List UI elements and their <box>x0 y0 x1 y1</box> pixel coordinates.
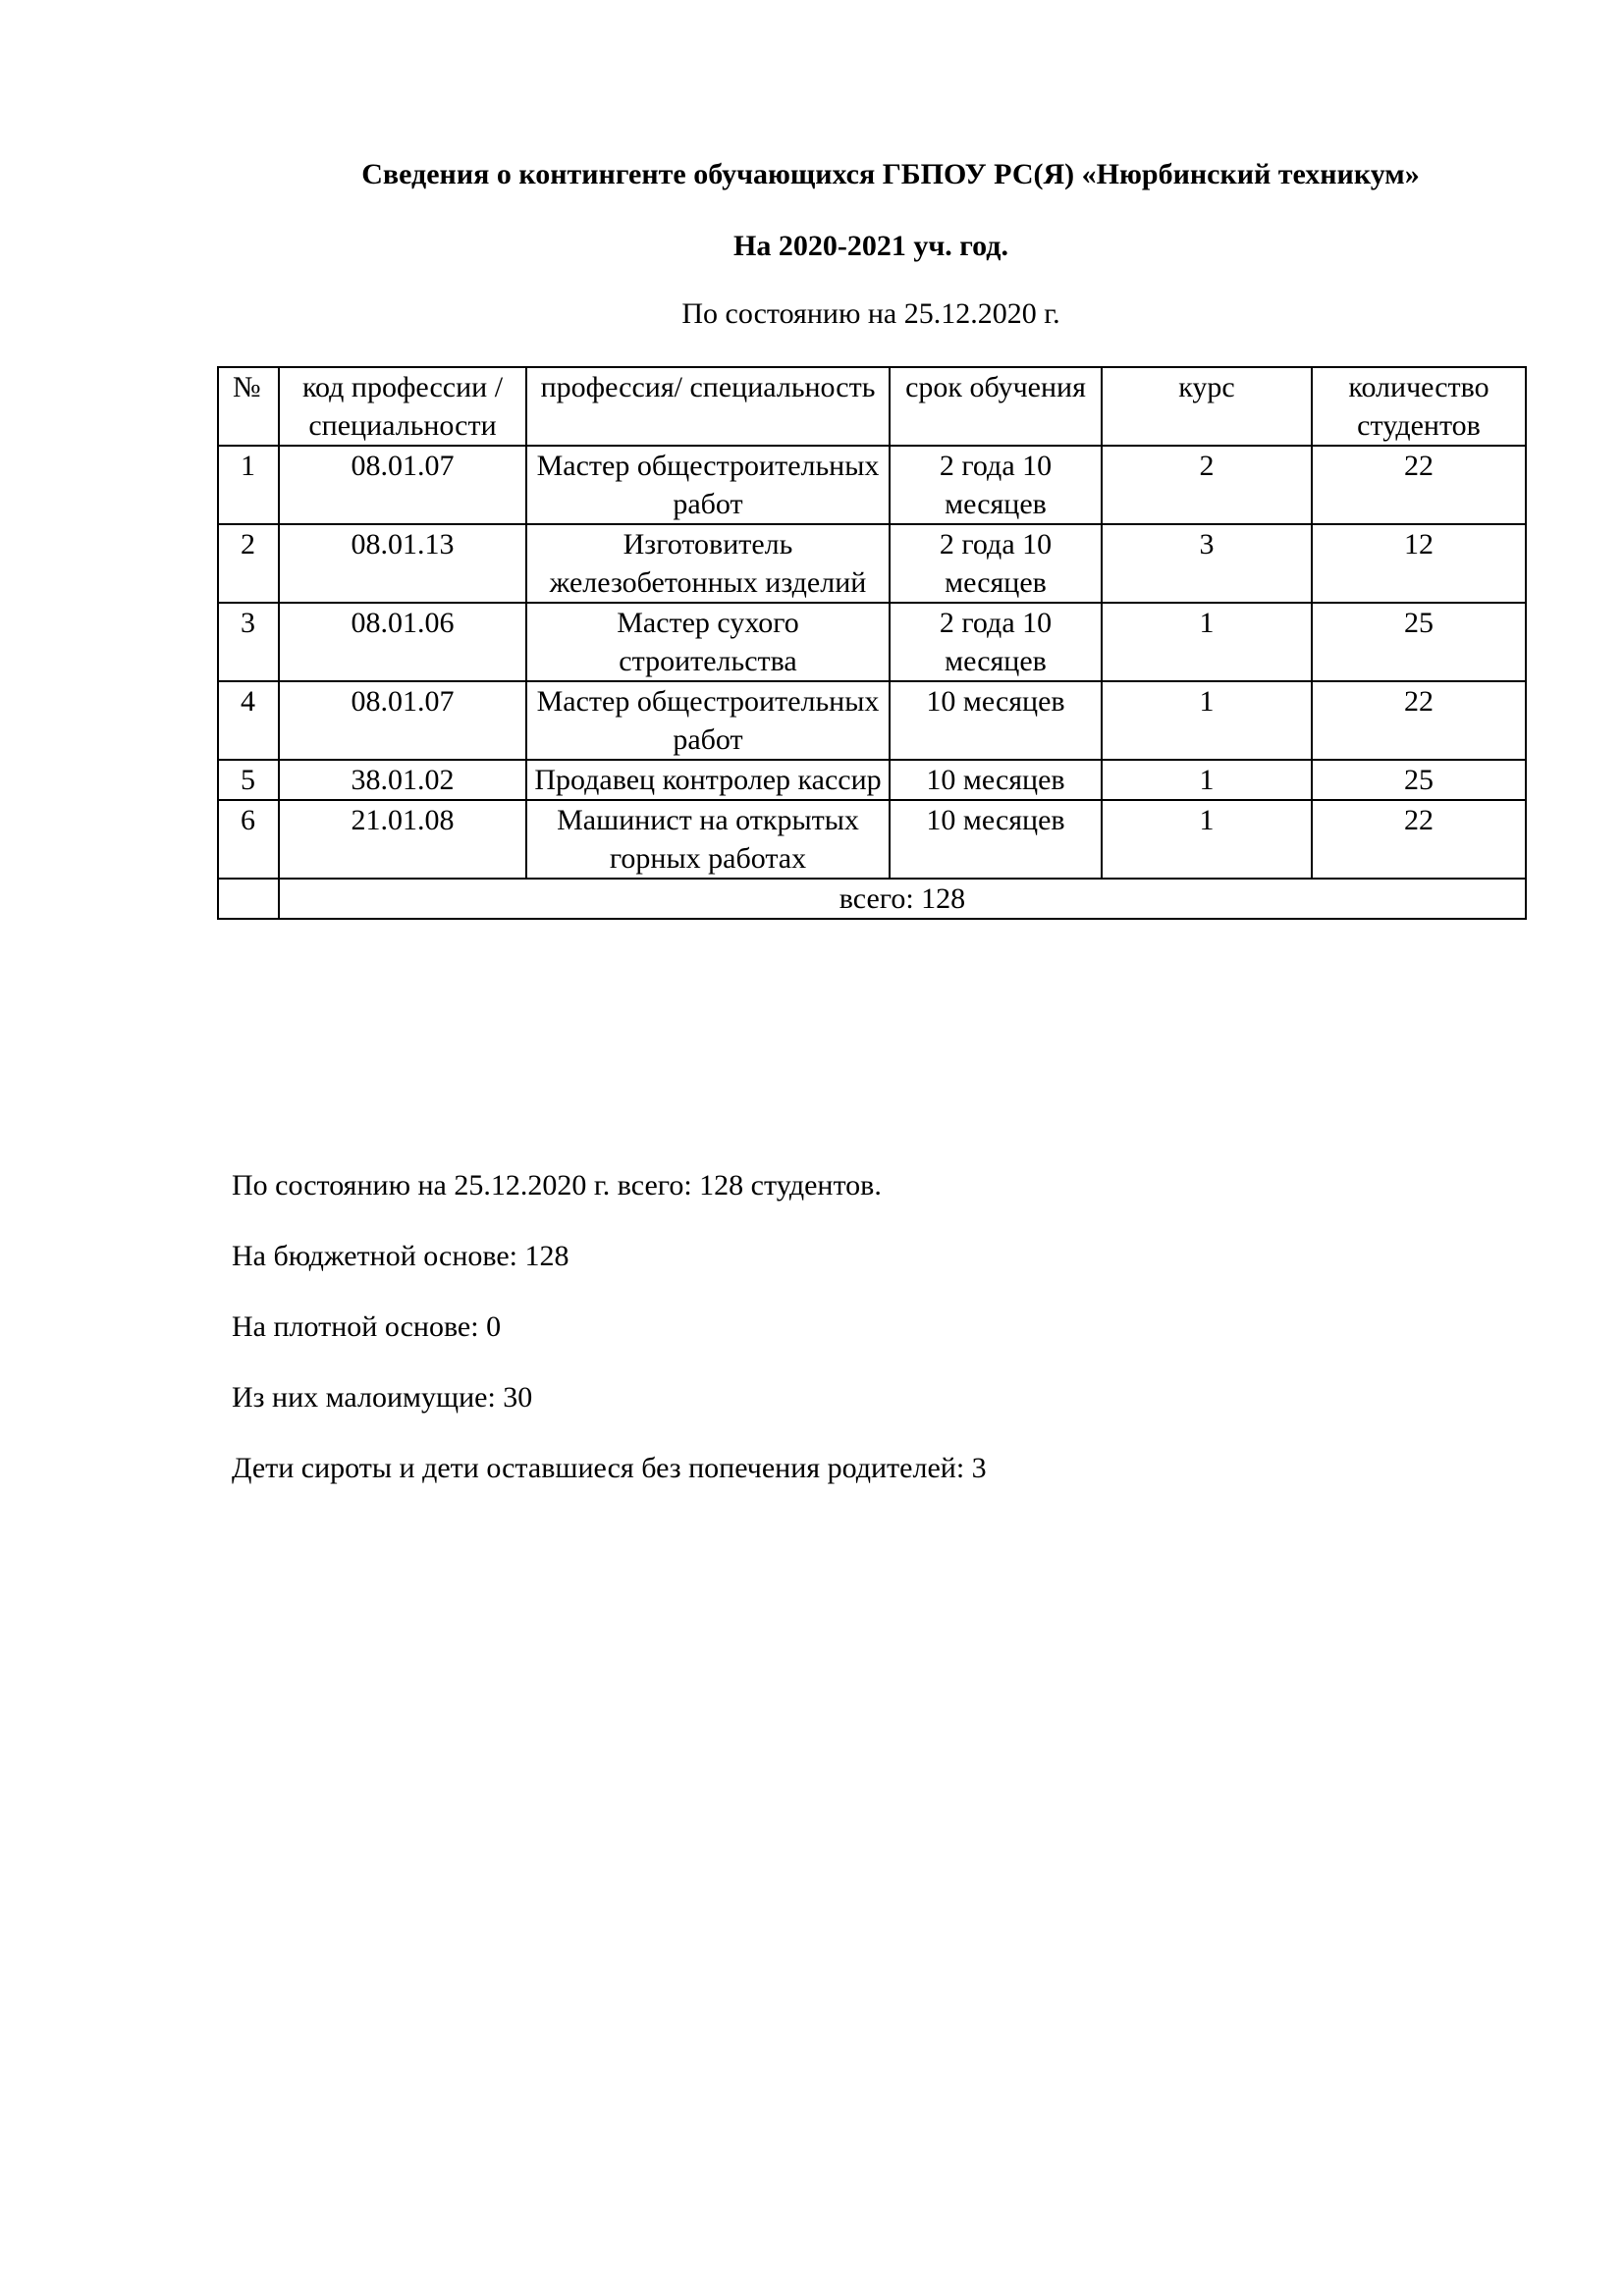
cell-profession: Мастер сухого строительства <box>526 603 890 681</box>
header-num: № <box>218 367 279 446</box>
table-row <box>218 524 1526 603</box>
status-date-subtitle: По состоянию на 25.12.2020 г. <box>681 297 1060 330</box>
cell-num: 5 <box>218 760 279 800</box>
cell-profession: Продавец контролер кассир <box>526 760 890 800</box>
cell-profession: Мастер общестроительных работ <box>526 446 890 524</box>
cell-term: 2 года 10 месяцев <box>890 603 1102 681</box>
table-row <box>218 446 1526 524</box>
summary-paid: На плотной основе: 0 <box>232 1310 502 1343</box>
total-empty-cell <box>218 879 279 919</box>
academic-year-title: На 2020-2021 уч. год. <box>733 230 1008 262</box>
cell-term: 2 года 10 месяцев <box>890 446 1102 524</box>
cell-count: 22 <box>1312 800 1526 879</box>
summary-orphans: Дети сироты и дети оставшиеся без попечения родителей: 3 <box>232 1452 987 1484</box>
cell-count: 12 <box>1312 524 1526 603</box>
contingent-table <box>217 366 1527 920</box>
cell-course: 1 <box>1102 800 1312 879</box>
document-title: Сведения о контингенте обучающихся ГБПОУ РС(Я) «Нюрбинский техникум» <box>361 158 1420 190</box>
cell-term: 10 месяцев <box>890 760 1102 800</box>
table-row <box>218 603 1526 681</box>
table-row <box>218 760 1526 800</box>
cell-course: 3 <box>1102 524 1312 603</box>
cell-course: 1 <box>1102 681 1312 760</box>
cell-code: 08.01.13 <box>279 524 526 603</box>
cell-profession: Машинист на открытых горных работах <box>526 800 890 879</box>
summary-low-income: Из них малоимущие: 30 <box>232 1381 533 1414</box>
cell-num: 4 <box>218 681 279 760</box>
cell-code: 38.01.02 <box>279 760 526 800</box>
cell-profession: Мастер общестроительных работ <box>526 681 890 760</box>
cell-profession: Изготовитель железобетонных изделий <box>526 524 890 603</box>
header-profession: профессия/ специальность <box>526 367 890 446</box>
cell-course: 1 <box>1102 603 1312 681</box>
total-cell: всего: 128 <box>279 879 1526 919</box>
header-term: срок обучения <box>890 367 1102 446</box>
cell-num: 6 <box>218 800 279 879</box>
cell-num: 3 <box>218 603 279 681</box>
cell-code: 08.01.06 <box>279 603 526 681</box>
table-header-row <box>218 367 1526 446</box>
table-row <box>218 681 1526 760</box>
header-code: код профессии /специальности <box>279 367 526 446</box>
cell-code: 08.01.07 <box>279 446 526 524</box>
cell-term: 10 месяцев <box>890 681 1102 760</box>
cell-course: 2 <box>1102 446 1312 524</box>
cell-term: 10 месяцев <box>890 800 1102 879</box>
cell-num: 2 <box>218 524 279 603</box>
table-total-row <box>218 879 1526 919</box>
summary-budget: На бюджетной основе: 128 <box>232 1240 569 1272</box>
cell-term: 2 года 10 месяцев <box>890 524 1102 603</box>
cell-count: 25 <box>1312 760 1526 800</box>
cell-count: 25 <box>1312 603 1526 681</box>
header-course: курс <box>1102 367 1312 446</box>
cell-count: 22 <box>1312 681 1526 760</box>
cell-code: 08.01.07 <box>279 681 526 760</box>
cell-count: 22 <box>1312 446 1526 524</box>
cell-course: 1 <box>1102 760 1312 800</box>
summary-total: По состоянию на 25.12.2020 г. всего: 128 студентов. <box>232 1169 882 1201</box>
table-row <box>218 800 1526 879</box>
cell-code: 21.01.08 <box>279 800 526 879</box>
cell-num: 1 <box>218 446 279 524</box>
header-count: количество студентов <box>1312 367 1526 446</box>
